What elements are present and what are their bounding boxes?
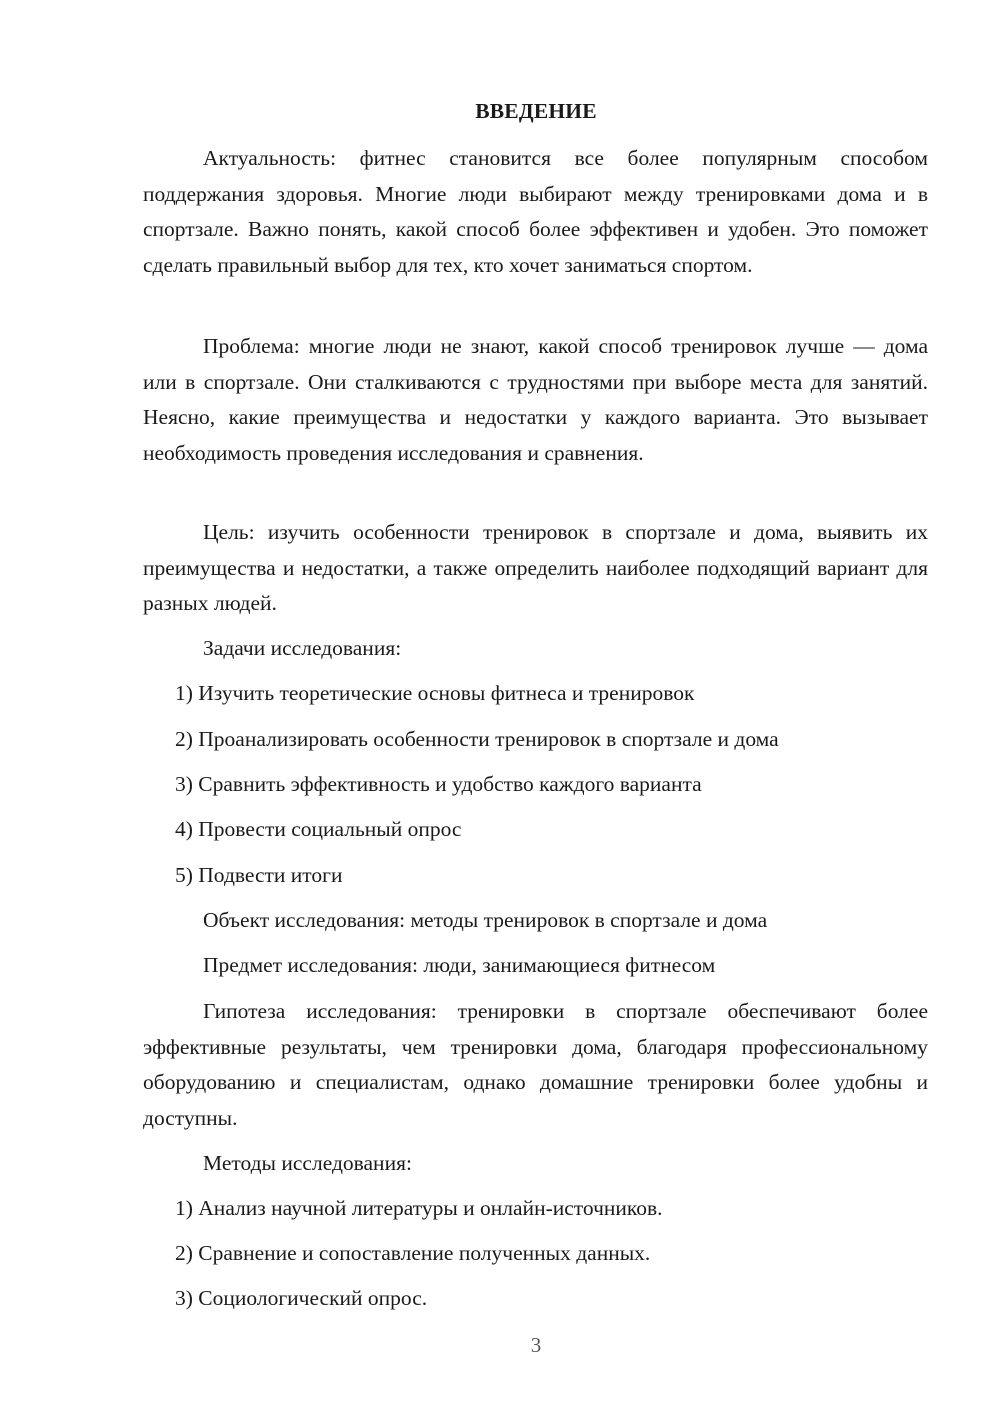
task-item: 2) Проанализировать особенности тренировок в спортзале и дома [175, 727, 779, 751]
research-object: Объект исследования: методы тренировок в спортзале и дома [203, 908, 768, 932]
task-item: 4) Провести социальный опрос [175, 817, 462, 841]
tasks-heading: Задачи исследования: [203, 636, 402, 660]
relevance-paragraph: Актуальность: фитнес становится все более популярным способом поддержания здоровья. Многие люди выбирают между тренировками дома и в спортзале. Важно понять, какой способ более эффективен и удобен. Это поможет сделать правильный выбор для тех, кто хочет заниматься спортом. [143, 146, 928, 277]
problem-paragraph: Проблема: многие люди не знают, какой способ тренировок лучше — дома или в спортзале. Они сталкиваются с трудностями при выборе места для занятий. Неясно, какие преимущества и недостатки у каждого варианта. Это вызывает необходимость проведения исследования и сравнения. [143, 334, 928, 465]
task-item: 3) Сравнить эффективность и удобство каждого варианта [175, 772, 702, 796]
methods-heading: Методы исследования: [203, 1151, 412, 1175]
hypothesis-paragraph: Гипотеза исследования: тренировки в спортзале обеспечивают более эффективные результаты, чем тренировки дома, благодаря профессиональному оборудованию и специалистам, однако домашние тренировки более удобны и доступны. [143, 999, 928, 1130]
research-subject: Предмет исследования: люди, занимающиеся фитнесом [203, 953, 716, 977]
method-item: 3) Социологический опрос. [175, 1286, 428, 1310]
task-item: 5) Подвести итоги [175, 863, 343, 887]
page-number: 3 [530, 1333, 542, 1357]
method-item: 2) Сравнение и сопоставление полученных данных. [175, 1241, 651, 1265]
method-item: 1) Анализ научной литературы и онлайн-источников. [175, 1196, 663, 1220]
section-title: ВВЕДЕНИЕ [475, 99, 597, 123]
goal-paragraph: Цель: изучить особенности тренировок в спортзале и дома, выявить их преимущества и недостатки, а также определить наиболее подходящий вариант для разных людей. [143, 520, 928, 615]
task-item: 1) Изучить теоретические основы фитнеса и тренировок [175, 681, 695, 705]
